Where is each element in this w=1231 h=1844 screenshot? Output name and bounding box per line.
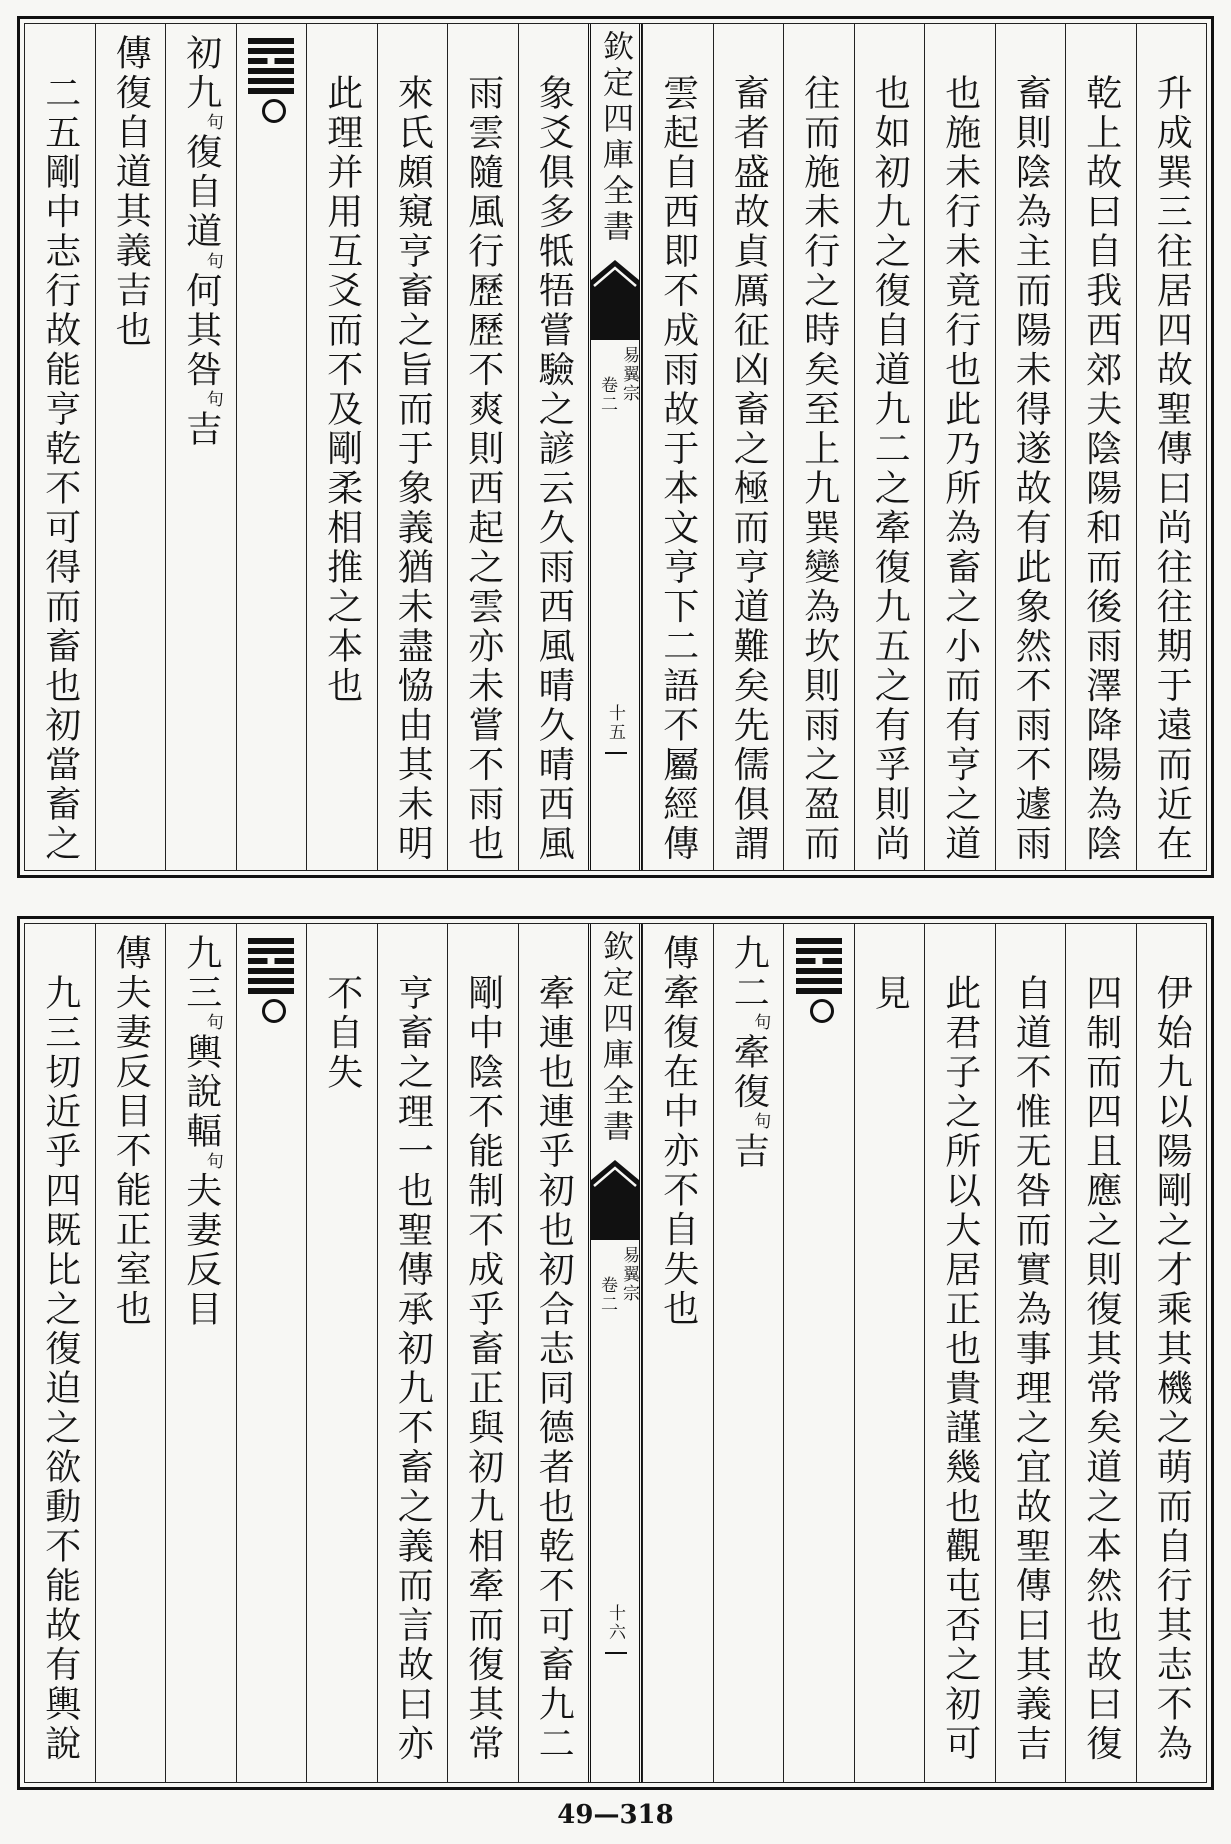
text-column (642, 924, 713, 1782)
text-column (642, 24, 713, 870)
hexagram-solid-line (248, 938, 294, 944)
hexagram-solid-line (248, 88, 294, 94)
hexagram-broken-line (248, 958, 294, 964)
commentary-text: 畜則陰為主而陽未得遂故有此象然不雨不遽雨 (1010, 73, 1052, 864)
text-column (165, 924, 236, 1782)
book-title: 易翼宗 (619, 346, 639, 403)
folio-rule (605, 1652, 627, 1654)
column-grid (24, 923, 1207, 1783)
text-segment: 初九 (180, 34, 222, 113)
circle-mark-icon (262, 999, 286, 1023)
commentary-text: 象爻俱多牴牾嘗驗之諺云久雨西風晴久晴西風 (533, 73, 575, 864)
hexagram-broken-line (248, 58, 294, 64)
fish-tail-icon (591, 1156, 639, 1240)
commentary-text: 升成巽三往居四故聖傳曰尚往往期于遠而近在 (1151, 73, 1193, 864)
commentary-text: 雨雲隨風行歷歷不爽則西起之雲亦未嘗不雨也 (462, 73, 504, 864)
commentary-text: 亨畜之理一也聖傳承初九不畜之義而言故曰亦 (392, 973, 434, 1764)
volume-label: 卷二 (597, 1276, 617, 1314)
hexagram-icon (796, 938, 842, 1023)
collection-title: 欽定四庫全書 (597, 930, 633, 1146)
folio-rule (605, 752, 627, 754)
column-grid (24, 23, 1207, 871)
hexagram-icon (248, 38, 294, 123)
zhuan-text: 傳牽復在中亦不自失也 (657, 934, 699, 1329)
commentary-text: 九三切近乎四既比之復迫之欲動不能故有輿說 (39, 973, 81, 1764)
commentary-text: 伊始九以陽剛之才乘其機之萌而自行其志不為 (1151, 973, 1193, 1764)
circle-mark-icon (810, 999, 834, 1023)
text-segment: 夫妻反目 (180, 1171, 222, 1330)
text-column (854, 924, 925, 1782)
hexagram-solid-line (248, 48, 294, 54)
bottom-half-page (17, 916, 1214, 1790)
commentary-text: 自道不惟无咎而實為事理之宜故聖傳曰其義吉 (1010, 973, 1052, 1764)
text-segment: 吉 (728, 1132, 770, 1172)
text-column (377, 24, 448, 870)
fish-tail-icon (591, 256, 639, 340)
circle-mark-icon (262, 99, 286, 123)
text-column (1136, 924, 1207, 1782)
text-column (25, 24, 95, 870)
sentence-break-mark: 句 (202, 390, 223, 410)
commentary-text: 雲起自西即不成雨故于本文亨下二語不屬經傳 (657, 73, 699, 864)
text-column (518, 924, 589, 1782)
text-segment: 九三 (180, 934, 222, 1013)
text-column (377, 924, 448, 1782)
sentence-break-mark: 句 (750, 1013, 771, 1033)
commentary-text: 不自失 (321, 973, 363, 1092)
text-segment: 牽復 (728, 1033, 770, 1112)
hexagram-solid-line (248, 38, 294, 44)
sentence-break-mark: 句 (202, 1013, 223, 1033)
commentary-text: 此君子之所以大居正也貴謹幾也觀屯否之初可 (939, 973, 981, 1764)
hexagram-column (783, 924, 854, 1782)
text-column (854, 24, 925, 870)
text-segment: 九二 (728, 934, 770, 1013)
hexagram-broken-line (796, 958, 842, 964)
sentence-break-mark: 句 (202, 251, 223, 272)
hexagram-icon (248, 938, 294, 1023)
text-column (447, 24, 518, 870)
text-column (95, 24, 166, 870)
text-segment: 何其咎 (180, 271, 222, 390)
volume-label: 卷二 (597, 376, 617, 414)
commentary-text: 四制而四且應之則復其常矣道之本然也故曰復 (1080, 973, 1122, 1764)
text-column (165, 24, 236, 870)
top-half-page (17, 16, 1214, 878)
commentary-text: 二五剛中志行故能亨乾不可得而畜也初當畜之 (39, 73, 81, 864)
text-column (447, 924, 518, 1782)
folio-number: 十六 (605, 1604, 625, 1642)
text-column (713, 924, 784, 1782)
commentary-text: 此理并用互爻而不及剛柔相推之本也 (321, 73, 363, 706)
commentary-text: 剛中陰不能制不成乎畜正與初九相牽而復其常 (462, 973, 504, 1764)
commentary-text: 牽連也連乎初也初合志同德者也乾不可畜九二 (533, 973, 575, 1764)
hexagram-solid-line (796, 988, 842, 994)
sentence-break-mark: 句 (202, 1151, 223, 1172)
text-column (1065, 924, 1136, 1782)
zhuan-text: 傳復自道其義吉也 (110, 34, 152, 350)
commentary-text: 往而施未行之時矣至上九巽變為坎則雨之盈而 (798, 73, 840, 864)
classic-text (181, 934, 221, 1330)
text-column (518, 24, 589, 870)
text-column (306, 24, 377, 870)
collection-title: 欽定四庫全書 (597, 30, 633, 246)
text-segment: 輿說輻 (180, 1033, 222, 1152)
hexagram-solid-line (248, 68, 294, 74)
hexagram-solid-line (796, 968, 842, 974)
text-segment: 吉 (180, 410, 222, 450)
hexagram-solid-line (796, 948, 842, 954)
text-segment: 復自道 (180, 133, 222, 252)
text-column (995, 924, 1066, 1782)
commentary-text: 畜者盛故貞厲征凶畜之極而亨道難矣先儒俱謂 (728, 73, 770, 864)
center-fold-column (588, 24, 642, 870)
classic-text (181, 34, 221, 450)
hexagram-solid-line (796, 978, 842, 984)
text-column (306, 924, 377, 1782)
hexagram-column (236, 924, 307, 1782)
commentary-text: 也施未行未竟行也此乃所為畜之小而有亨之道 (939, 73, 981, 864)
commentary-text: 乾上故曰自我西郊夫陰陽和而後雨澤降陽為陰 (1080, 73, 1122, 864)
page-number: 49—318 (557, 1800, 674, 1830)
sentence-break-mark: 句 (202, 113, 223, 133)
text-column (95, 924, 166, 1782)
zhuan-text: 傳夫妻反目不能正室也 (110, 934, 152, 1329)
text-column (25, 924, 95, 1782)
text-column (924, 924, 995, 1782)
hexagram-solid-line (248, 978, 294, 984)
sentence-break-mark: 句 (750, 1112, 771, 1132)
hexagram-solid-line (248, 988, 294, 994)
text-column (1136, 24, 1207, 870)
text-column (1065, 24, 1136, 870)
classic-text (728, 934, 771, 1172)
text-column (995, 24, 1066, 870)
hexagram-solid-line (248, 78, 294, 84)
folio-number: 十五 (605, 704, 625, 742)
book-title: 易翼宗 (619, 1246, 639, 1303)
commentary-text: 見 (869, 973, 911, 1013)
commentary-text: 也如初九之復自道九二之牽復九五之有孚則尚 (869, 73, 911, 864)
hexagram-column (236, 24, 307, 870)
text-column (924, 24, 995, 870)
commentary-text: 來氏頗窺亨畜之旨而于象義猶未盡恊由其未明 (392, 73, 434, 864)
hexagram-solid-line (248, 948, 294, 954)
center-fold-column (588, 924, 642, 1782)
hexagram-solid-line (796, 938, 842, 944)
text-column (713, 24, 784, 870)
hexagram-solid-line (248, 968, 294, 974)
text-column (783, 24, 854, 870)
